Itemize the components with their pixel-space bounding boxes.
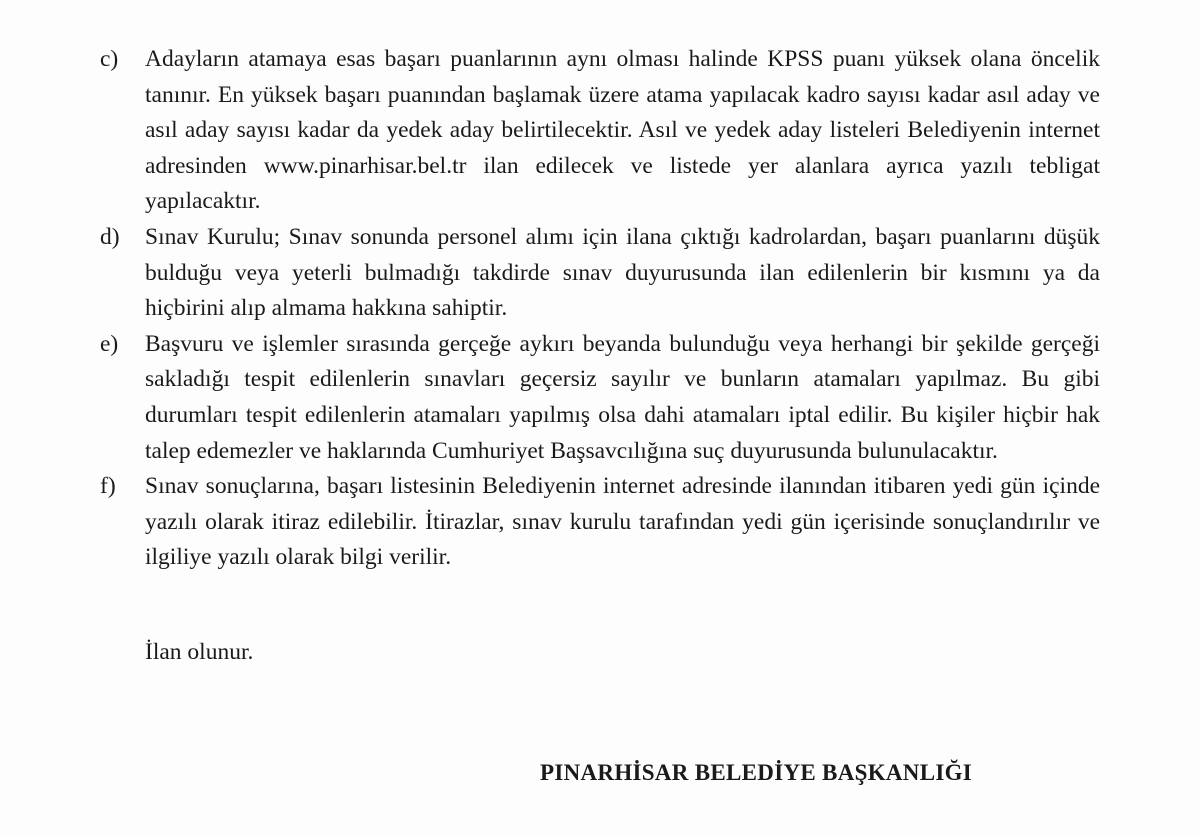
clause-list [100, 42, 1100, 576]
clause-f [100, 469, 1100, 576]
clause-label: c) [100, 46, 119, 72]
clause-text: Başvuru ve işlemler sırasında gerçeğe aykırı beyanda bulunduğu veya herhangi bir şekilde gerçeği sakladığı tespit edilenlerin sınavları geçersiz sayılır ve bunların atamaları yapılmaz. Bu gibi durumları tespit edilenlerin atamaları yapılmış olsa dahi atamaları iptal edilir. Bu kişiler hiçbir hak talep edemezler ve haklarında Cumhuriyet Başsavcılığına suç duyurusunda bulunulacaktır. [145, 330, 1100, 464]
clause-label: e) [100, 330, 119, 357]
clause-c [100, 42, 1100, 220]
clause-text: Adayların atamaya esas başarı puanlarının aynı olması halinde KPSS puanı yüksek olana öncelik tanınır. En yüksek başarı puanından başlamak üzere atama yapılacak kadro sayısı kadar asıl aday ve asıl aday sayısı kadar da yedek aday belirtilecektir. Asıl ve yedek aday listeleri Belediyenin internet adresinden www.pinarhisar.bel.tr ilan edilecek ve listede yer alanlara ayrıca yazılı tebligat yapılacaktır. [145, 46, 1100, 215]
clause-d [100, 220, 1100, 327]
clause-text: Sınav Kurulu; Sınav sonunda personel alımı için ilana çıktığı kadrolardan, başarı puanlarını düşük bulduğu veya yeterli bulmadığı takdirde sınav duyurusunda ilan edilenlerin bir kısmını ya da hiçbirini alıp almama hakkına sahiptir. [145, 223, 1100, 322]
clause-text: Sınav sonuçlarına, başarı listesinin Belediyenin internet adresinde ilanından itibaren yedi gün içinde yazılı olarak itiraz edilebilir. İtirazlar, sınav kurulu tarafından yedi gün içerisinde sonuçlandırılır ve ilgiliye yazılı olarak bilgi verilir. [145, 473, 1100, 571]
closing-statement: İlan olunur. [145, 639, 254, 665]
clause-label: d) [100, 223, 120, 250]
clause-label: f) [100, 473, 116, 500]
signature-authority: PINARHİSAR BELEDİYE BAŞKANLIĞI [540, 760, 973, 785]
clause-e [100, 327, 1100, 469]
